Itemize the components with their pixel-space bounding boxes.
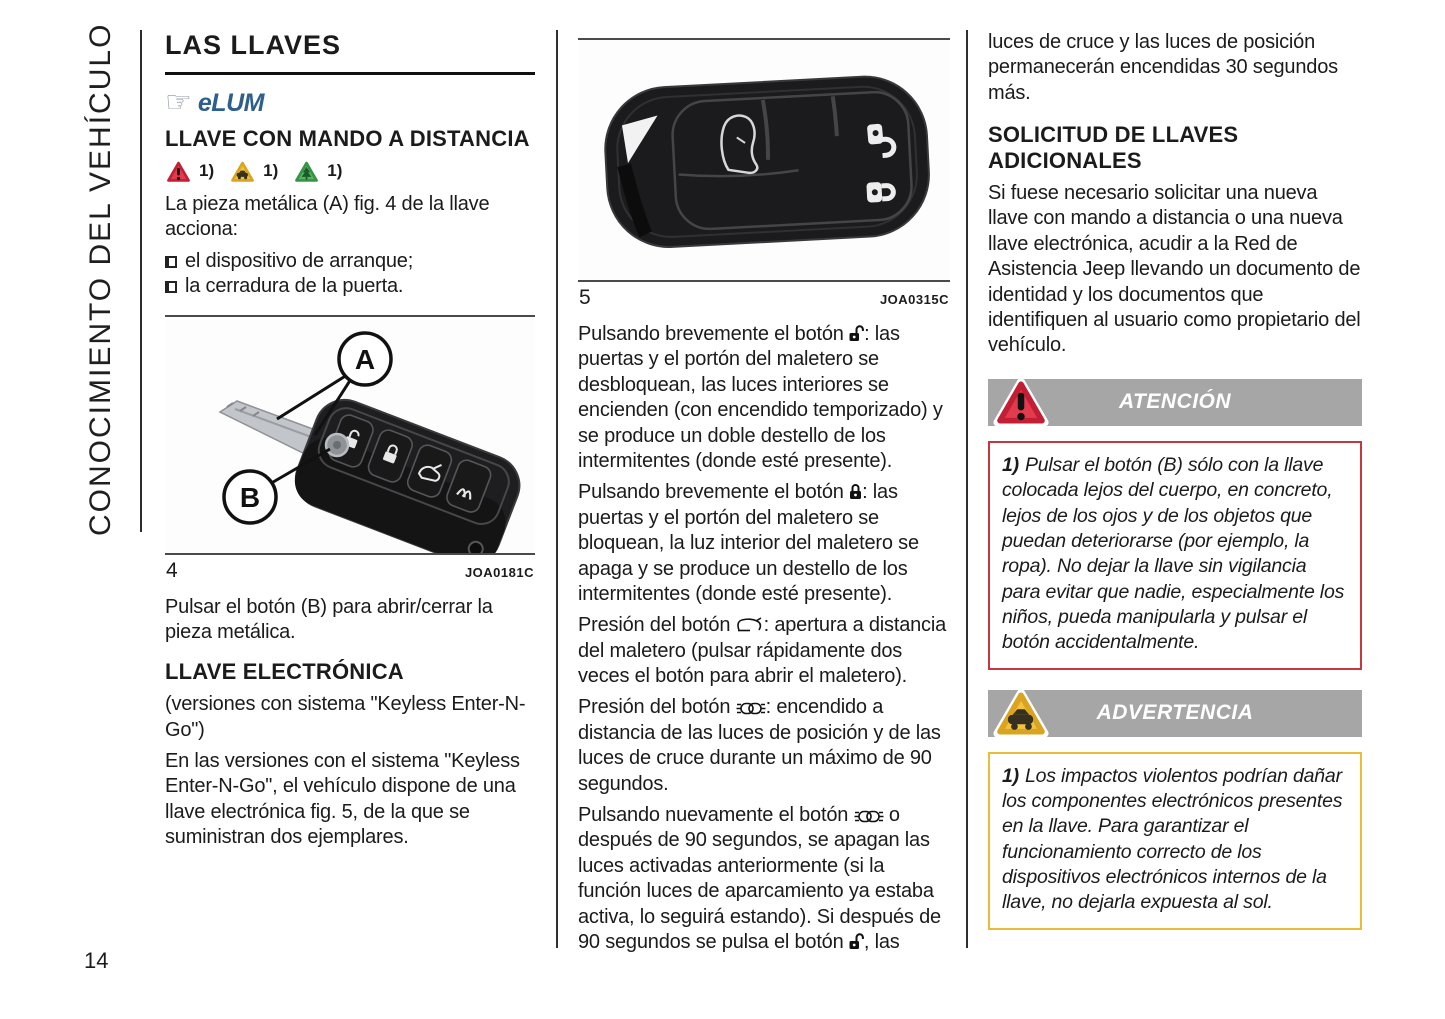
text-segment: , las (863, 930, 900, 953)
text-segment: : las puertas y el portón del maletero se bloquean, la luz interior del maletero se apaga y se produce un destello de los intermitentes (donde esté presente). (578, 481, 919, 605)
text-segment: : encendido a distancia de las luces de posición y de las luces de cruce durante un máximo de 90 segundos. (578, 696, 941, 795)
environment-tree-triangle-icon (293, 159, 320, 184)
additional-keys-body: Si fuese necesario solicitar una nueva llave con mando a distancia o una nueva llave electrónica, acudir a la Red de Asistencia Jeep llevando un documento de identidad y los documentos que identifiquen al usuario como propietario del vehículo. (988, 182, 1361, 357)
trunk-open-icon (736, 617, 764, 633)
middle-column (578, 30, 950, 961)
attention-header (988, 379, 1362, 426)
remote-key-intro: La pieza metálica (A) fig. 4 de la llave acciona: (165, 192, 490, 241)
figure-4-flip-key-image (165, 315, 535, 555)
pointing-hand-icon: ☞ (165, 86, 192, 119)
figure-4-caption (165, 555, 535, 583)
section-heading-remote-key: LLAVE CON MANDO A DISTANCIA (165, 126, 530, 151)
electronic-key-subtitle: (versiones con sistema "Keyless Enter-N-Go") (165, 693, 526, 741)
right-column (988, 30, 1362, 930)
square-bullet-icon (165, 281, 177, 293)
position-lights-icon (736, 702, 766, 715)
continued-paragraph: luces de cruce y las luces de posición permanecerán encendidas 30 segundos más. (988, 31, 1338, 104)
column-divider (966, 30, 968, 948)
list-item (165, 249, 535, 274)
figure-5-electronic-key-image (578, 38, 950, 282)
warning-ref: 1) (263, 161, 279, 181)
elum-logo (165, 88, 535, 118)
lock-icon (849, 483, 862, 500)
list-item-text: el dispositivo de arranque; (185, 249, 414, 272)
warning-text (988, 752, 1362, 930)
caution-car-triangle-icon (993, 686, 1049, 745)
paragraph-trunk (578, 613, 950, 689)
paragraph-unlock (578, 322, 950, 474)
electronic-key-body: En las versiones con el sistema "Keyless Enter-N-Go", el vehículo dispone de una llave electrónica fig. 5, de la que se suministran dos ejemplares. (165, 750, 520, 849)
svg-text:B: B (239, 481, 261, 513)
sidebar-rule (140, 30, 142, 532)
text-segment: : apertura a distancia del maletero (pulsar rápidamente dos veces el botón para abrir el maletero). (578, 614, 947, 688)
paragraph-lights (578, 695, 950, 797)
figure-code: JOA0315C (879, 292, 949, 307)
figure-5-caption (578, 282, 950, 310)
figure-number: 4 (166, 558, 178, 582)
figure-number: 5 (579, 286, 591, 309)
note-ref: 1) (1002, 764, 1019, 787)
note-text: Los impactos violentos podrían dañar los componentes electrónicos presentes en la llave. Para garantizar el funcionamiento correcto de los dispositivos electrónicos internos de la llave, no dejarla expuesta al sol. (1002, 764, 1343, 914)
list-item (165, 274, 535, 299)
section-heading-additional-keys: SOLICITUD DE LLAVES ADICIONALES (988, 122, 1239, 174)
warning-ref: 1) (199, 161, 215, 181)
elum-logo-label: eLUM (197, 88, 264, 117)
text-segment: : las puertas y el portón del maletero se desbloquean, las luces interiores se encienden (con encendido temporizado) y se produce un doble destello de los intermitentes (donde esté presente). (578, 323, 943, 472)
flip-key-illustration (165, 317, 535, 553)
note-ref: 1) (1002, 453, 1019, 476)
text-segment: Pulsando brevemente el botón (578, 481, 850, 504)
warning-title: ADVERTENCIA (1096, 701, 1254, 725)
column-divider (556, 30, 558, 948)
page-number: 14 (84, 948, 109, 973)
attention-box (988, 379, 1362, 670)
warning-header (988, 690, 1362, 737)
attention-title: ATENCIÓN (1118, 390, 1232, 414)
page-title: LAS LLAVES (165, 30, 535, 75)
text-segment: Presión del botón (578, 614, 736, 637)
text-segment: Presión del botón (578, 696, 736, 719)
danger-triangle-icon (165, 159, 192, 184)
warning-reference-row (165, 159, 535, 184)
note-text: Pulsar el botón (B) sólo con la llave colocada lejos del cuerpo, en concreto, lejos de los ojos y de los objetos que puedan deteriorarse (por ejemplo, la ropa). No dejar la llave sin vigilancia para evitar que nadie, especialmente los niños, pueda manipularla y pulsar el botón accidentalmente. (1002, 453, 1345, 654)
section-heading-electronic-key: LLAVE ELECTRÓNICA (165, 659, 404, 685)
warning-box (988, 690, 1362, 930)
text-segment: o después de 90 segundos, se apagan las luces activadas anteriormente (si la función luces de aparcamiento ya estaba activa, lo seguirá estando). Si después de 90 segundos se pulsa el botón (578, 804, 941, 953)
paragraph-lights-off (578, 803, 950, 955)
unlock-icon (849, 325, 864, 342)
paragraph-lock (578, 480, 950, 607)
list-item-text: la cerradura de la puerta. (185, 275, 404, 298)
figure-code: JOA0181C (464, 564, 534, 580)
danger-triangle-icon (993, 375, 1049, 434)
unlock-icon (849, 933, 864, 950)
left-column (165, 30, 535, 857)
attention-text (988, 441, 1362, 670)
svg-text:A: A (354, 343, 376, 375)
warning-ref: 1) (327, 161, 343, 181)
text-segment: Pulsando nuevamente el botón (578, 804, 854, 827)
chapter-sidebar-label: CONOCIMIENTO DEL VEHÍCULO (84, 22, 117, 536)
caution-car-triangle-icon (229, 159, 256, 184)
square-bullet-icon (165, 256, 177, 268)
position-lights-icon (854, 810, 884, 823)
text-segment: Pulsando brevemente el botón (578, 323, 850, 345)
electronic-key-illustration (578, 40, 950, 280)
after-figure4-text: Pulsar el botón (B) para abrir/cerrar la pieza metálica. (165, 595, 493, 643)
